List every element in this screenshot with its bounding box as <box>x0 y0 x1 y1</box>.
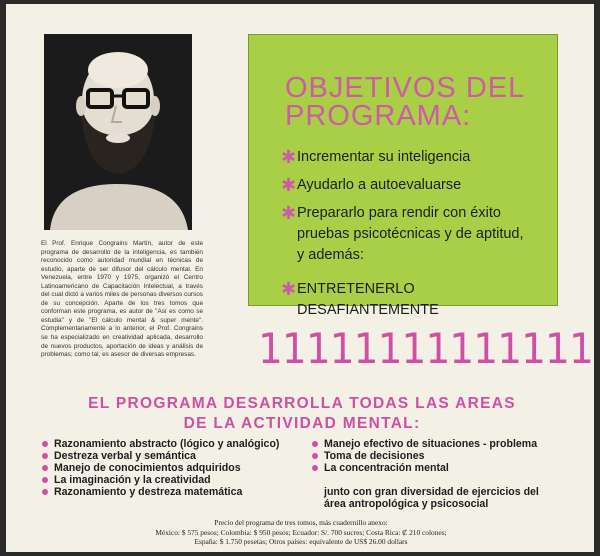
bullet-icon <box>42 489 48 495</box>
price-line-1: Precio del programa de tres tomos, más cuadernillo anexo: <box>214 518 388 527</box>
list-item-text: Razonamiento abstracto (lógico y analógico) <box>54 438 280 450</box>
list-item-text: Destreza verbal y semántica <box>54 450 196 462</box>
list-item <box>312 462 572 474</box>
asterisk-icon: ✱ <box>281 279 297 299</box>
author-photo <box>44 34 192 230</box>
objectives-title: OBJETIVOS DEL PROGRAMA: <box>285 72 526 132</box>
asterisk-icon: ✱ <box>281 203 297 223</box>
skills-list-left <box>42 438 317 498</box>
asterisk-icon: ✱ <box>281 147 297 167</box>
list-item-text: La imaginación y la creatividad <box>54 474 211 486</box>
asterisk-icon: ✱ <box>281 175 297 195</box>
skills-extra-text: junto con gran diversidad de ejercicios del área antropológica y psicosocial <box>324 486 539 510</box>
bullet-icon <box>42 453 48 459</box>
price-line-3: España: $ 1.750 pesetas; Otros países: equivalente de US$ 26.00 dollars <box>194 537 408 546</box>
objective-text: ENTRETENERLO DESAFIANTEMENTE <box>297 281 439 318</box>
price-info <box>66 518 536 547</box>
skills-list-right <box>312 438 572 474</box>
author-bio: El Prof. Enrique Congrains Martín, autor de este programa de desarrollo de la inteligencia, es también reconocido como autoridad mundial en técnicas de estudio, aparte de ser difusor del cálculo mental. En Venezuela, entre 1970 y 1975, organizó el Centro Latinoamericano de Capacitación Intelectual, a través del cual dictó a varios miles de personas diversos cursos de su concepción. Aparte de los tres tomos que conforman este programa, es autor de "Así es como se estudia" y de "El cálculo mental & super mente". Complementariamente a lo anterior, el Prof. Congrains se ha especializado en creatividad aplicada, desarrollo de nuevos productos, aportación de ideas y análisis de problemas; como tal, es asesor de diversas empresas. <box>41 240 203 359</box>
list-item <box>312 450 572 462</box>
headline-line-1: EL PROGRAMA DESARROLLA TODAS LAS AREAS <box>88 395 516 412</box>
list-item <box>42 450 317 462</box>
list-item <box>312 438 572 450</box>
objective-text: Prepararlo para rendir con éxito pruebas psicotécnicas y de aptitud, <box>297 205 524 242</box>
bullet-icon <box>312 441 318 447</box>
bullet-icon <box>42 465 48 471</box>
headline-line-2: DE LA ACTIVIDAD MENTAL: <box>183 415 421 432</box>
objective-text: Ayudarlo a autoevaluarse <box>297 177 462 193</box>
bullet-icon <box>42 441 48 447</box>
ademas-text: y además: <box>297 247 364 263</box>
list-item-text: Toma de decisiones <box>324 450 425 462</box>
list-item <box>42 486 317 498</box>
author-portrait-image <box>44 34 192 230</box>
objectives-panel <box>248 34 558 318</box>
bullet-icon <box>42 477 48 483</box>
decorative-ones: 11111111111111 <box>258 324 593 373</box>
objective-text: Incrementar su inteligencia <box>297 149 471 165</box>
list-item-text: Razonamiento y destreza matemática <box>54 486 243 498</box>
list-item-text: La concentración mental <box>324 462 449 474</box>
list-item <box>42 462 317 474</box>
list-item-text: Manejo efectivo de situaciones - problema <box>324 438 538 450</box>
list-item-text: Manejo de conocimientos adquiridos <box>54 462 241 474</box>
bullet-icon <box>312 465 318 471</box>
bullet-icon <box>312 453 318 459</box>
list-item <box>42 438 317 450</box>
price-line-2: México: $ 575 pesos; Colombia: $ 950 pesos; Ecuador: S/. 700 sucres; Costa Rica: ₡ 210 colones; <box>155 527 447 537</box>
headline <box>62 394 542 434</box>
brochure-page <box>6 4 594 552</box>
list-item <box>42 474 317 486</box>
